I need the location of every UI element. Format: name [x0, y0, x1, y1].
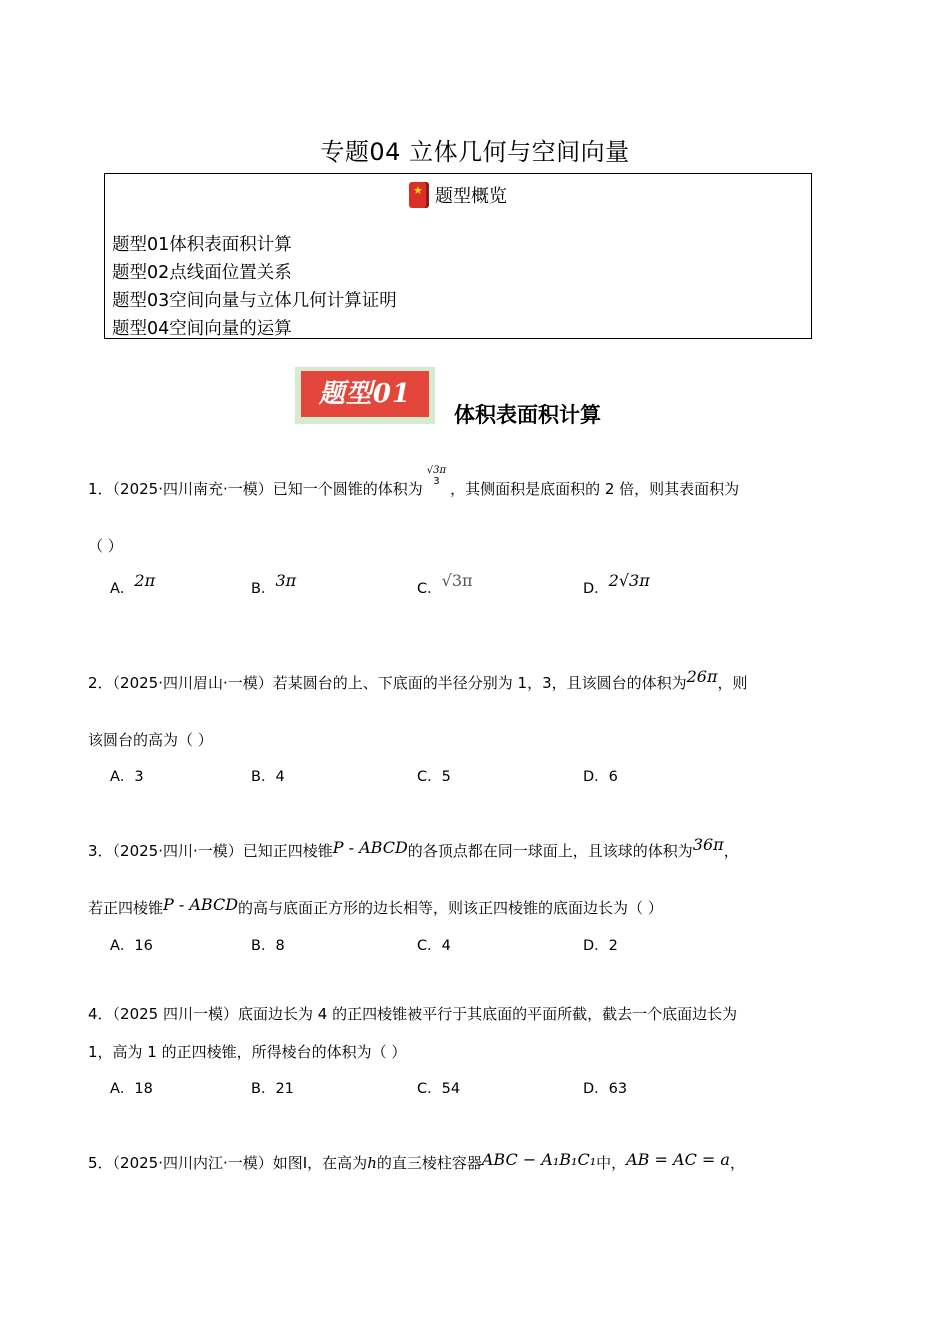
option-label: A．	[110, 1081, 135, 1097]
overview-item: 题型04空间向量的运算	[112, 319, 292, 339]
option-value: 2	[608, 938, 618, 954]
option-d[interactable]	[583, 765, 618, 786]
question-text: 2．（2025·四川眉山·一模）若某圆台的上、下底面的半径分别为 1，3，且该圆台的体积为	[88, 674, 687, 692]
option-label: D．	[583, 1081, 609, 1097]
option-value: 8	[275, 938, 285, 954]
question-2-stem	[88, 667, 748, 693]
option-c[interactable]	[417, 765, 451, 786]
fraction-denominator: 3	[433, 475, 440, 487]
question-text: ，	[729, 1154, 745, 1172]
option-b[interactable]	[251, 571, 297, 598]
question-3-line2	[88, 897, 663, 918]
option-c[interactable]	[417, 571, 473, 598]
question-text: 1．（2025·四川南充·一模）已知一个圆锥的体积为	[88, 480, 423, 498]
option-label: C．	[417, 1081, 442, 1097]
option-d[interactable]	[583, 934, 618, 955]
option-value: 16	[134, 938, 153, 954]
option-value: 3	[134, 769, 144, 785]
overview-item: 题型03空间向量与立体几何计算证明	[112, 291, 397, 311]
math-expression: P - ABCD	[163, 895, 239, 914]
option-d[interactable]	[583, 571, 650, 598]
option-label: B．	[251, 769, 276, 785]
question-text: 中，	[596, 1154, 627, 1172]
option-label: C．	[417, 769, 442, 785]
question-4-line2: 1，高为 1 的正四棱锥，所得棱台的体积为（ ）	[88, 1043, 407, 1061]
math-expression: P - ABCD	[332, 838, 408, 857]
option-label: D．	[583, 938, 609, 954]
question-text: 的高与底面正方形的边长相等，则该正四棱锥的底面边长为（ ）	[238, 899, 663, 917]
overview-item: 题型01体积表面积计算	[112, 235, 292, 255]
question-text: 的各顶点都在同一球面上，且该球的体积为	[407, 842, 693, 860]
option-label: C．	[417, 581, 442, 597]
math-expression: 26π	[686, 667, 718, 686]
question-text: 的直三棱柱容器	[376, 1154, 482, 1172]
question-text: ，其侧面积是底面积的 2 倍，则其表面积为	[450, 480, 740, 498]
math-expression: 36π	[692, 835, 724, 854]
option-a[interactable]	[110, 571, 156, 598]
math-expression: AB = AC = a	[626, 1150, 730, 1169]
option-label: C．	[417, 938, 442, 954]
option-label: A．	[110, 769, 135, 785]
option-c[interactable]	[417, 934, 451, 955]
question-2-line2: 该圆台的高为（ ）	[88, 731, 213, 749]
option-value: 54	[441, 1081, 461, 1097]
math-expression: ABC − A₁B₁C₁	[481, 1150, 597, 1169]
option-label: A．	[110, 938, 135, 954]
option-label: D．	[583, 581, 609, 597]
overview-heading: 题型概览	[435, 186, 507, 207]
section-badge-label: 题型01	[301, 371, 429, 417]
option-value: 6	[608, 769, 618, 785]
fraction-numerator: √3π	[426, 464, 447, 476]
overview-box	[104, 173, 812, 339]
option-value: 63	[608, 1081, 628, 1097]
option-b[interactable]	[251, 934, 285, 955]
option-value: 21	[275, 1081, 294, 1097]
option-label: B．	[251, 938, 276, 954]
fraction	[427, 465, 446, 487]
option-d[interactable]	[583, 1077, 627, 1098]
option-value: 2√3π	[608, 571, 650, 590]
option-c[interactable]	[417, 1077, 460, 1098]
option-a[interactable]	[110, 934, 153, 955]
question-text: ，	[723, 842, 739, 860]
question-text: 若正四棱锥	[88, 899, 164, 917]
option-value: 5	[441, 769, 451, 785]
option-label: B．	[251, 1081, 276, 1097]
question-text: 5．（2025·四川内江·一模）如图Ⅰ，在高为	[88, 1154, 368, 1172]
question-1-line2: （ ）	[88, 537, 123, 555]
option-value: 2π	[134, 571, 156, 590]
section-badge	[295, 367, 435, 424]
option-value: 18	[134, 1081, 153, 1097]
option-b[interactable]	[251, 765, 285, 786]
question-text: ，则	[717, 674, 748, 692]
overview-item: 题型02点线面位置关系	[112, 263, 292, 283]
option-value: 4	[441, 938, 451, 954]
question-4-stem: 4．（2025 四川一模）底面边长为 4 的正四棱锥被平行于其底面的平面所截，截去一个底面边长为	[88, 1005, 738, 1023]
book-icon: ★	[409, 182, 429, 208]
option-label: A．	[110, 581, 135, 597]
option-a[interactable]	[110, 765, 144, 786]
section-title: 体积表面积计算	[454, 403, 601, 427]
question-text: 3．（2025·四川·一模）已知正四棱锥	[88, 842, 333, 860]
question-1-stem	[88, 464, 740, 501]
question-5-stem	[88, 1152, 745, 1173]
option-value: 4	[275, 769, 285, 785]
math-expression: h	[367, 1154, 377, 1172]
option-value: 3π	[275, 571, 297, 590]
page-title: 专题04 立体几何与空间向量	[320, 138, 630, 166]
option-label: D．	[583, 769, 609, 785]
option-a[interactable]	[110, 1077, 153, 1098]
option-b[interactable]	[251, 1077, 294, 1098]
overview-heading-row	[105, 182, 811, 208]
option-value: √3π	[441, 571, 473, 590]
option-label: B．	[251, 581, 276, 597]
question-3-stem	[88, 835, 739, 861]
